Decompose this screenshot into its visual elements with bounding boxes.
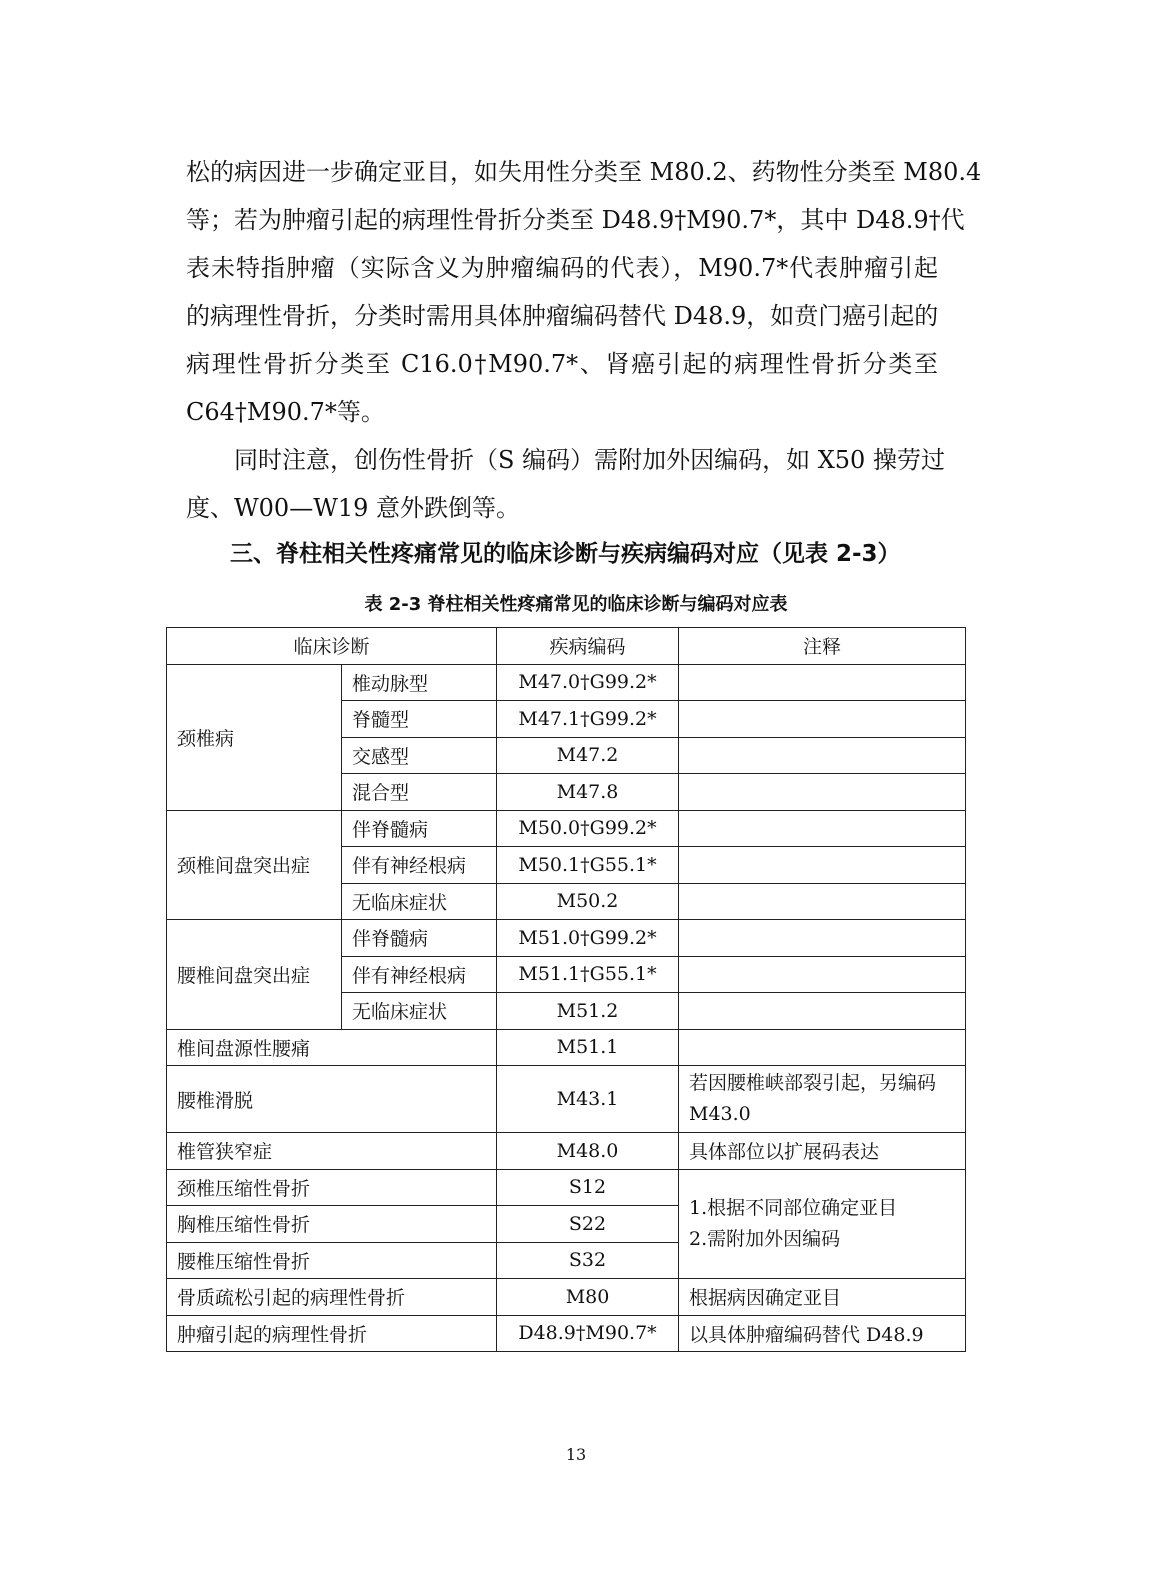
sub-diagnosis: 椎动脉型 (342, 664, 497, 701)
paragraph-osteoporosis-coding (186, 148, 982, 436)
note-cell (679, 737, 966, 774)
table-header-row (167, 628, 966, 665)
paragraph-line: 表未特指肿瘤（实际含义为肿瘤编码的代表），M90.7*代表肿瘤引起 (186, 254, 938, 282)
code-cell: M47.0†G99.2* (497, 664, 679, 701)
sub-diagnosis: 混合型 (342, 774, 497, 811)
note-cell (679, 956, 966, 993)
table-row (167, 664, 966, 701)
sub-diagnosis: 伴脊髓病 (342, 810, 497, 847)
code-cell: M51.1†G55.1* (497, 956, 679, 993)
group-diagnosis: 颈椎病 (167, 664, 342, 810)
table-row (167, 1169, 966, 1206)
group-diagnosis: 腰椎间盘突出症 (167, 920, 342, 1030)
note-cell (679, 847, 966, 884)
code-cell: M51.1 (497, 1029, 679, 1066)
code-cell: S12 (497, 1169, 679, 1206)
code-cell: M50.0†G99.2* (497, 810, 679, 847)
table-row (167, 1279, 966, 1316)
code-cell: S22 (497, 1206, 679, 1243)
diagnosis-cell: 腰椎滑脱 (167, 1066, 497, 1133)
paragraph-line: 度、W00—W19 意外跌倒等。 (186, 494, 521, 522)
sub-diagnosis: 伴有神经根病 (342, 956, 497, 993)
table-caption: 表 2-3 脊柱相关性疼痛常见的临床诊断与编码对应表 (364, 594, 788, 615)
table-row (167, 810, 966, 847)
note-cell: 具体部位以扩展码表达 (679, 1133, 966, 1170)
paragraph-line: 同时注意，创伤性骨折（S 编码）需附加外因编码，如 X50 操劳过 (234, 446, 945, 474)
note-cell (679, 993, 966, 1030)
note-cell: 若因腰椎峡部裂引起，另编码 M43.0 (679, 1066, 966, 1133)
header-code: 疾病编码 (497, 628, 679, 665)
sub-diagnosis: 脊髓型 (342, 701, 497, 738)
sub-diagnosis: 伴有神经根病 (342, 847, 497, 884)
code-cell: S32 (497, 1242, 679, 1279)
sub-diagnosis: 无临床症状 (342, 993, 497, 1030)
code-cell: M51.0†G99.2* (497, 920, 679, 957)
header-diagnosis: 临床诊断 (167, 628, 497, 665)
note-line: 2.需附加外因编码 (689, 1227, 841, 1250)
paragraph-line: 等；若为肿瘤引起的病理性骨折分类至 D48.9†M90.7*，其中 D48.9†代 (186, 206, 965, 234)
paragraph-line: 病理性骨折分类至 C16.0†M90.7*、肾癌引起的病理性骨折分类至 (186, 350, 938, 378)
code-cell: M47.8 (497, 774, 679, 811)
code-cell: D48.9†M90.7* (497, 1315, 679, 1352)
note-cell (679, 920, 966, 957)
diagnosis-cell: 肿瘤引起的病理性骨折 (167, 1315, 497, 1352)
note-cell (679, 1029, 966, 1066)
diagnosis-cell: 椎管狭窄症 (167, 1133, 497, 1170)
note-cell (679, 810, 966, 847)
paragraph-line: C64†M90.7*等。 (186, 398, 385, 426)
page-number: 13 (565, 1445, 587, 1464)
section-heading: 三、脊柱相关性疼痛常见的临床诊断与疾病编码对应（见表 2-3） (230, 541, 901, 567)
compression-fracture-note (679, 1169, 966, 1279)
note-cell (679, 701, 966, 738)
diagnosis-cell: 骨质疏松引起的病理性骨折 (167, 1279, 497, 1316)
group-diagnosis: 颈椎间盘突出症 (167, 810, 342, 920)
code-cell: M47.2 (497, 737, 679, 774)
table-row (167, 920, 966, 957)
note-cell: 根据病因确定亚目 (679, 1279, 966, 1316)
note-cell (679, 774, 966, 811)
diagnosis-cell: 胸椎压缩性骨折 (167, 1206, 497, 1243)
paragraph-external-cause (186, 436, 945, 532)
note-cell (679, 664, 966, 701)
code-cell: M48.0 (497, 1133, 679, 1170)
code-cell: M43.1 (497, 1066, 679, 1133)
code-cell: M50.2 (497, 883, 679, 920)
sub-diagnosis: 交感型 (342, 737, 497, 774)
note-line: 1.根据不同部位确定亚目 (689, 1196, 898, 1219)
header-note: 注释 (679, 628, 966, 665)
code-cell: M50.1†G55.1* (497, 847, 679, 884)
code-cell: M80 (497, 1279, 679, 1316)
sub-diagnosis: 无临床症状 (342, 883, 497, 920)
paragraph-line: 的病理性骨折，分类时需用具体肿瘤编码替代 D48.9，如贲门癌引起的 (186, 302, 939, 330)
table-row (167, 1066, 966, 1133)
code-cell: M51.2 (497, 993, 679, 1030)
table-row (167, 1029, 966, 1066)
diagnosis-cell: 腰椎压缩性骨折 (167, 1242, 497, 1279)
code-cell: M47.1†G99.2* (497, 701, 679, 738)
note-cell: 以具体肿瘤编码替代 D48.9 (679, 1315, 966, 1352)
table-row (167, 1133, 966, 1170)
paragraph-line: 松的病因进一步确定亚目，如失用性分类至 M80.2、药物性分类至 M80.4 (186, 158, 982, 186)
sub-diagnosis: 伴脊髓病 (342, 920, 497, 957)
diagnosis-code-table (166, 627, 966, 1352)
diagnosis-cell: 颈椎压缩性骨折 (167, 1169, 497, 1206)
note-cell (679, 883, 966, 920)
table-row (167, 1315, 966, 1352)
diagnosis-cell: 椎间盘源性腰痛 (167, 1029, 497, 1066)
